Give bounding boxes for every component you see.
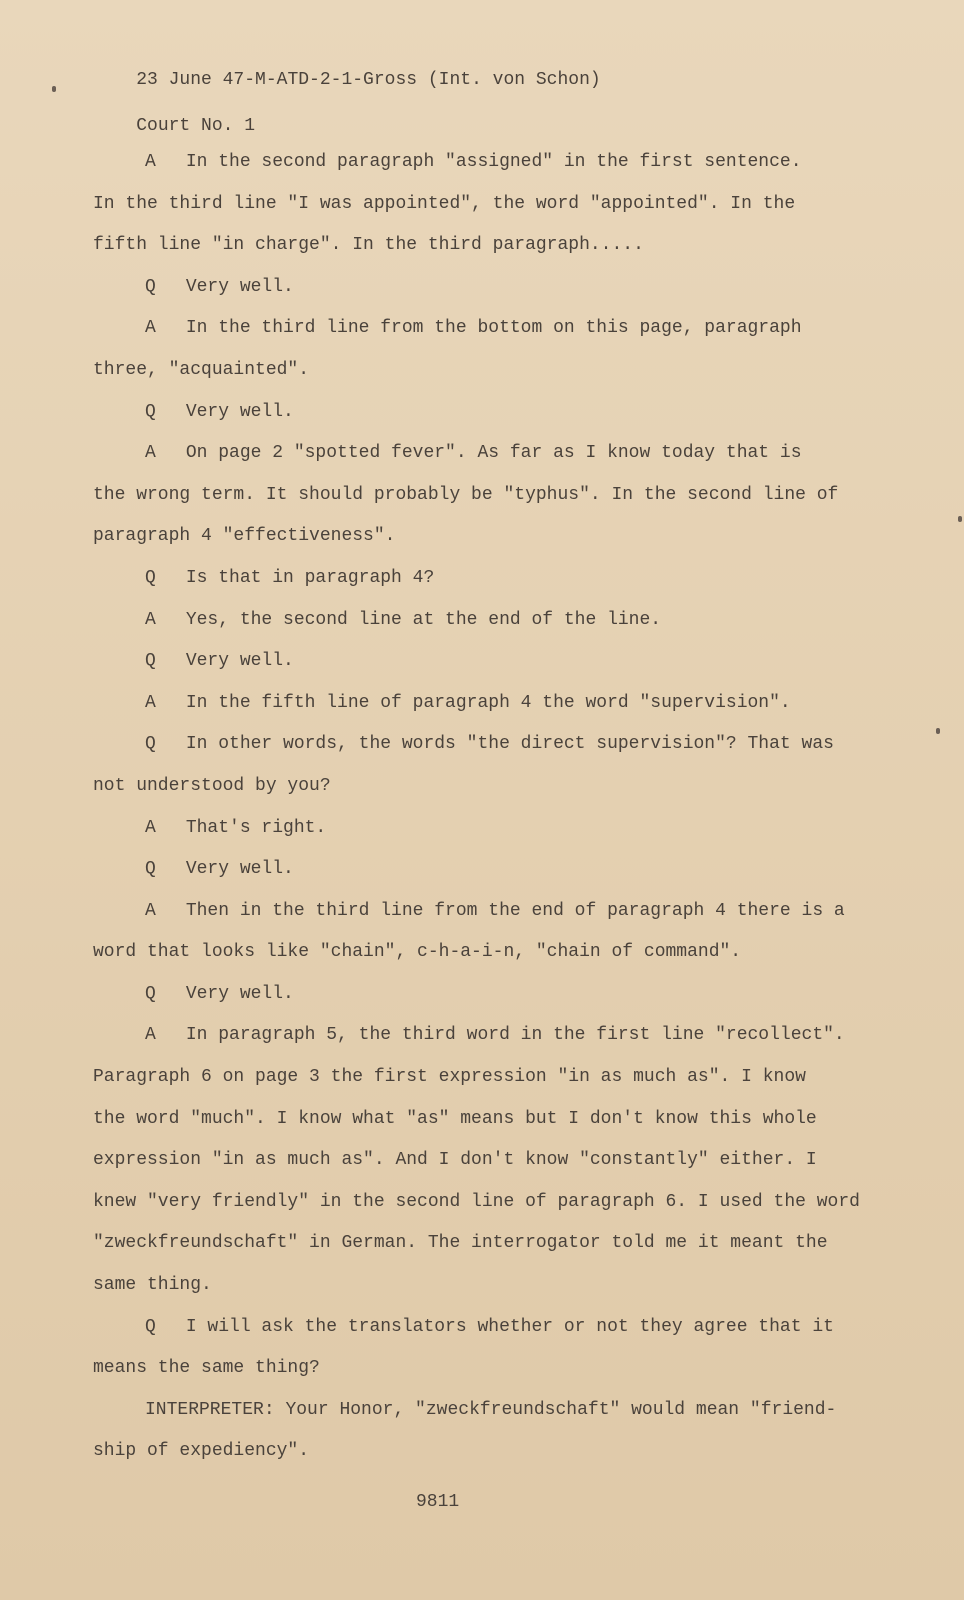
line-text: Very well. <box>185 401 294 422</box>
line-text: the word "much". I know what "as" means but I don't know this whole <box>93 1108 817 1129</box>
speaker-label: Q <box>145 651 156 672</box>
speaker-label: Q <box>145 983 156 1004</box>
line-text: knew "very friendly" in the second line of paragraph 6. I used the word <box>93 1191 860 1212</box>
speaker-label: A <box>145 152 156 172</box>
speaker-label: Q <box>145 734 156 755</box>
transcript-line-speaker <box>93 683 833 725</box>
line-text: Paragraph 6 on page 3 the first expression "in as much as". I know <box>93 1067 806 1088</box>
line-text: not understood by you? <box>93 775 331 796</box>
line-text: three, "acquainted". <box>93 359 310 380</box>
transcript-line-continuation <box>93 1057 833 1099</box>
line-text: word that looks like "chain", c-h-a-i-n, "chain of command". <box>93 942 742 963</box>
transcript-line-continuation <box>93 1265 833 1307</box>
line-text: Very well. <box>185 276 294 297</box>
line-text: Very well. <box>185 859 294 880</box>
transcript-line-speaker <box>93 808 833 850</box>
speaker-label: A <box>145 318 156 339</box>
transcript-line-continuation <box>93 350 833 392</box>
line-text: I will ask the translators whether or not they agree that it <box>185 1316 834 1337</box>
speaker-label: Q <box>145 1316 156 1337</box>
transcript-line-speaker <box>93 142 833 184</box>
transcript-line-speaker <box>93 1390 837 1432</box>
margin-mark <box>936 728 940 734</box>
speaker-label: Q <box>145 401 156 422</box>
transcript-line-continuation <box>93 516 833 558</box>
transcript-line-speaker <box>93 308 833 350</box>
line-text: Very well. <box>185 983 294 1004</box>
line-text: expression "in as much as". And I don't know "constantly" either. I <box>93 1150 817 1171</box>
page-number: 9811 <box>416 1492 460 1512</box>
line-text: fifth line "in charge". In the third paragraph..... <box>93 235 644 256</box>
line-text: Yes, the second line at the end of the line. <box>185 609 662 630</box>
transcript-line-speaker <box>93 392 833 434</box>
line-text: Your Honor, "zweckfreundschaft" would mean "friend- <box>285 1399 837 1420</box>
header-court-line: Court No. 1 <box>136 116 256 136</box>
transcript-line-continuation <box>93 1431 833 1473</box>
transcript-line-speaker <box>93 974 833 1016</box>
transcript-line-speaker <box>93 1307 833 1349</box>
header-case-line: 23 June 47-M-ATD-2-1-Gross (Int. von Schon) <box>136 70 601 90</box>
transcript-line-speaker <box>93 849 833 891</box>
transcript-line-speaker <box>93 600 833 642</box>
line-text: Then in the third line from the end of paragraph 4 there is a <box>185 900 845 921</box>
transcript-line-speaker <box>93 1015 845 1057</box>
speaker-label: Q <box>145 859 156 880</box>
line-text: In paragraph 5, the third word in the first line "recollect". <box>185 1025 845 1046</box>
transcript-line-continuation <box>93 766 833 808</box>
transcript-line-speaker <box>93 641 833 683</box>
transcript-line-continuation <box>93 1348 833 1390</box>
line-text: Very well. <box>185 651 294 672</box>
speaker-label: Q <box>145 567 156 588</box>
transcript-line-speaker <box>93 558 833 600</box>
transcript-line-speaker <box>93 891 845 933</box>
speaker-label: A <box>145 1025 156 1046</box>
line-text: paragraph 4 "effectiveness". <box>93 526 396 547</box>
transcript-body <box>93 142 860 1473</box>
transcript-line-continuation <box>93 475 839 517</box>
line-text: In the third line "I was appointed", the word "appointed". In the <box>93 193 796 214</box>
speaker-label: Q <box>145 276 156 297</box>
line-text: the wrong term. It should probably be "typhus". In the second line of <box>93 484 839 505</box>
speaker-label: A <box>145 900 156 921</box>
transcript-line-continuation <box>93 1182 860 1224</box>
transcript-line-speaker <box>93 433 833 475</box>
line-text: On page 2 "spotted fever". As far as I know today that is <box>185 443 802 464</box>
transcript-line-continuation <box>93 225 833 267</box>
line-text: Is that in paragraph 4? <box>185 567 435 588</box>
speaker-label: A <box>145 609 156 630</box>
line-text: In the third line from the bottom on this page, paragraph <box>185 318 802 339</box>
line-text: "zweckfreundschaft" in German. The interrogator told me it meant the <box>93 1233 828 1254</box>
line-text: In the second paragraph "assigned" in the first sentence. <box>185 152 802 172</box>
transcript-line-continuation <box>93 184 833 226</box>
transcript-line-speaker <box>93 267 833 309</box>
margin-mark <box>958 516 962 522</box>
transcript-line-continuation <box>93 932 833 974</box>
line-text: ship of expediency". <box>93 1441 310 1462</box>
line-text: same thing. <box>93 1275 212 1296</box>
line-text: In the fifth line of paragraph 4 the word "supervision". <box>185 692 791 713</box>
transcript-line-continuation <box>93 1140 833 1182</box>
transcript-line-continuation <box>93 1223 833 1265</box>
transcript-line-speaker <box>93 724 833 766</box>
speaker-label: A <box>145 443 156 464</box>
line-text: means the same thing? <box>93 1358 320 1379</box>
speaker-label: A <box>145 817 156 838</box>
line-text: In other words, the words "the direct supervision"? That was <box>185 734 834 755</box>
speaker-label: INTERPRETER: <box>145 1399 275 1420</box>
margin-mark <box>52 86 56 92</box>
transcript-line-continuation <box>93 1099 833 1141</box>
line-text: That's right. <box>185 817 327 838</box>
speaker-label: A <box>145 692 156 713</box>
